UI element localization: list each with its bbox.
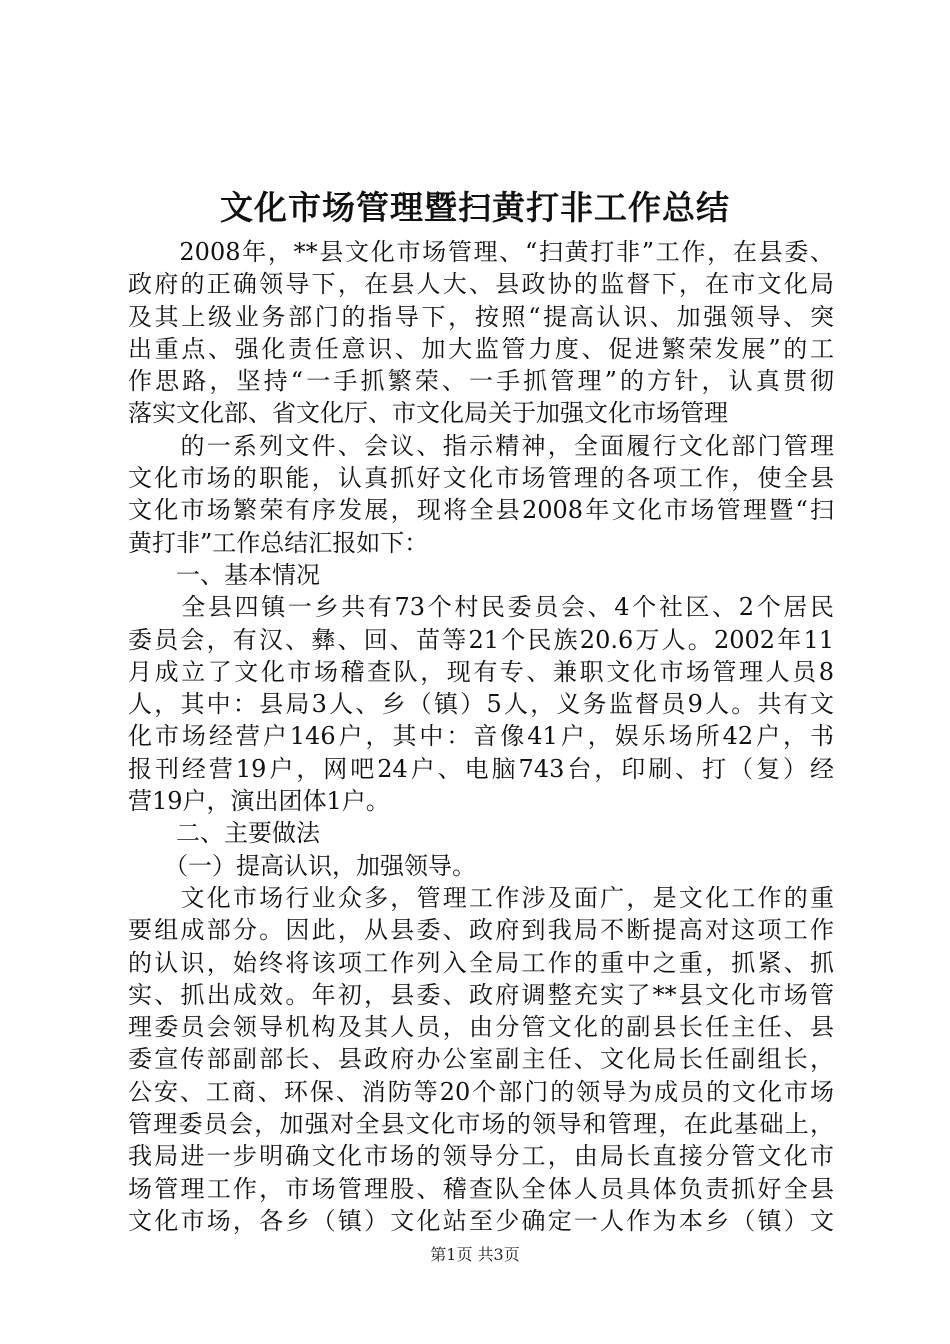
body-text-line: 委员会，有汉、彝、回、苗等21个民族20.6万人。2002年11: [128, 625, 834, 654]
body-text-line: 管理委员会，加强对全县文化市场的领导和管理，在此基础上，: [128, 1110, 834, 1139]
body-text-line: 作思路，坚持“一手抓繁荣、一手抓管理”的方针，认真贯彻: [128, 367, 834, 396]
body-text-line: 文化市场繁荣有序发展，现将全县2008年文化市场管理暨“扫: [128, 496, 834, 525]
body-text-line: 2008年，**县文化市场管理、“扫黄打非”工作，在县委、: [128, 238, 834, 266]
body-text-line: 落实文化部、省文化厅、市文化局关于加强文化市场管理: [128, 399, 728, 428]
body-text-line: 委宣传部副部长、县政府办公室副主任、文化局长任副组长，: [128, 1045, 834, 1074]
page-number-footer: 第1页 共3页: [430, 1245, 520, 1264]
body-text-line: 公安、工商、环保、消防等20个部门的领导为成员的文化市场: [128, 1077, 834, 1106]
body-text-line: 人，其中：县局3人、乡（镇）5人，义务监督员9人。共有文: [128, 690, 834, 719]
body-text-line: 化市场经营户146户，其中：音像41户，娱乐场所42户，书: [128, 722, 834, 751]
body-text-line: 文化市场行业众多，管理工作涉及面广，是文化工作的重: [128, 883, 834, 912]
body-text-line: 及其上级业务部门的指导下，按照“提高认识、加强领导、突: [128, 302, 834, 331]
body-text-line: 政府的正确领导下，在县人大、县政协的监督下，在市文化局: [128, 270, 834, 299]
body-text-line: 理委员会领导机构及其人员，由分管文化的副县长任主任、县: [128, 1013, 834, 1042]
body-text-line: 场管理工作，市场管理股、稽查队全体人员具体负责抓好全县: [128, 1174, 834, 1203]
body-text-line: 报刊经营19户，网吧24户、电脑743台，印刷、打（复）经: [128, 754, 834, 783]
body-text-line: 月成立了文化市场稽查队，现有专、兼职文化市场管理人员8: [128, 657, 834, 686]
document-body: [128, 236, 834, 1237]
body-text-line: 出重点、强化责任意识、加大监管力度、促进繁荣发展”的工: [128, 334, 834, 363]
body-text-line: 的认识，始终将该项工作列入全局工作的重中之重，抓紧、抓: [128, 948, 834, 977]
body-text-line: 营19户，演出团体1户。: [128, 787, 390, 816]
body-text-line: 我局进一步明确文化市场的领导分工，由局长直接分管文化市: [128, 1142, 834, 1171]
body-text-line: （一）提高认识，加强领导。: [128, 851, 476, 880]
body-text-line: 要组成部分。因此，从县委、政府到我局不断提高对这项工作: [128, 916, 834, 945]
body-text-line: 实、抓出成效。年初，县委、政府调整充实了**县文化市场管: [128, 980, 834, 1009]
document-title: 文化市场管理暨扫黄打非工作总结: [220, 188, 730, 227]
body-text-line: 文化市场的职能，认真抓好文化市场管理的各项工作，使全县: [128, 464, 834, 493]
body-text-line: 的一系列文件、会议、指示精神，全面履行文化部门管理: [128, 431, 834, 460]
body-text-line: 文化市场，各乡（镇）文化站至少确定一人作为本乡（镇）文: [128, 1206, 834, 1235]
body-text-line: 二、主要做法: [128, 819, 320, 848]
body-text-line: 一、基本情况: [128, 560, 320, 589]
body-text-line: 全县四镇一乡共有73个村民委员会、4个社区、2个居民: [128, 593, 834, 622]
body-text-line: 黄打非”工作总结汇报如下：: [128, 528, 429, 557]
